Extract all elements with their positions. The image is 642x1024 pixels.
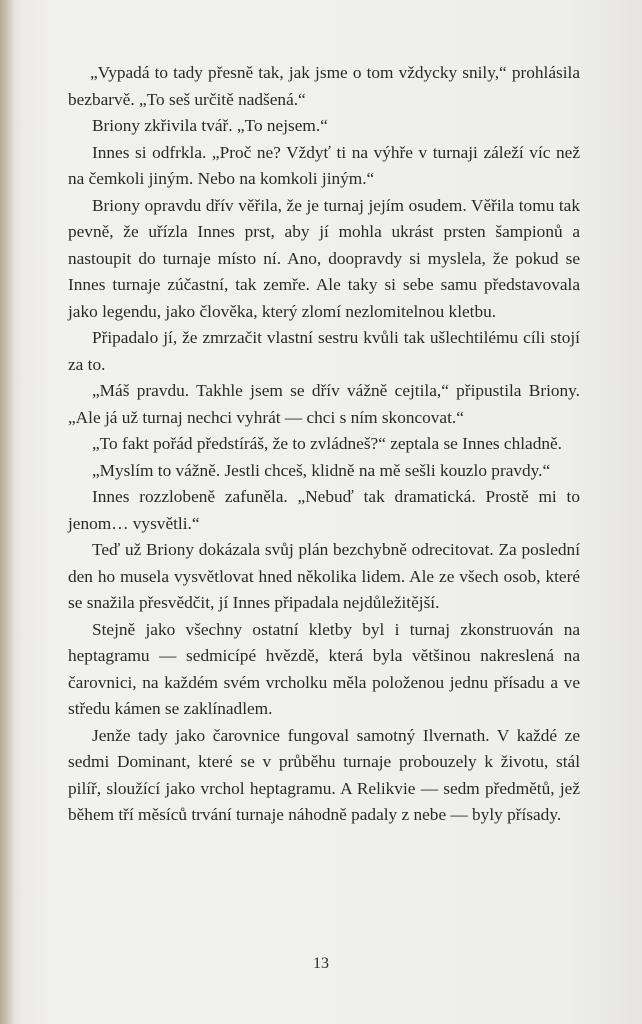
paragraph: Jenže tady jako čarovnice fungoval samotný Ilvernath. V každé ze sedmi Dominant, které se v průběhu turnaje probouzely k životu, stál pilíř, sloužící jako vrchol heptagramu. A Relikvie — sedm předmětů, jež během tří měsíců trvání turnaje náhodně padaly z nebe — byly přísady. xyxy=(68,725,580,824)
paragraph: „Vypadá to tady přesně tak, jak jsme o tom vždycky snily,“ prohlásila bezbarvě. „To seš určitě nadšená.“ xyxy=(68,63,580,109)
paragraph: Stejně jako všechny ostatní kletby byl i turnaj zkonstruován na heptagramu — sedmicípé hvězdě, která byla většinou nakreslená na čarovnici, na každém svém vrcholku měla položenou jednu přísadu a ve středu kámen se zaklínadlem. xyxy=(68,619,580,718)
page-number: 13 xyxy=(313,955,329,972)
paragraph: „Máš pravdu. Takhle jsem se dřív vážně cejtila,“ připustila Briony. „Ale já už turnaj nechci vyhrát — chci s ním skoncovat.“ xyxy=(68,381,580,427)
paragraph: Innes si odfrkla. „Proč ne? Vždyť ti na výhře v turnaji záleží víc než na čemkoli jiným. Nebo na komkoli jiným.“ xyxy=(68,142,580,188)
paragraph: Teď už Briony dokázala svůj plán bezchybně odrecitovat. Za poslední den ho musela vysvětlovat hned několika lidem. Ale ze všech osob, které se snažila přesvědčit, jí Innes připadala nejdůležitější. xyxy=(68,540,580,612)
paragraph: Briony zkřivila tvář. „To nejsem.“ xyxy=(92,116,328,135)
paragraph: Briony opravdu dřív věřila, že je turnaj jejím osudem. Věřila tomu tak pevně, že uřízla Innes prst, aby jí mohla ukrást prsten šampionů a nastoupit do turnaje místo ní. Ano, doopravdy si myslela, že pokud se Innes turnaje zúčastní, tak zemře. Ale taky si sebe samu představovala jako legendu, jako člověka, který zlomí nezlomitelnou kletbu. xyxy=(68,195,580,321)
paragraph: „Myslím to vážně. Jestli chceš, klidně na mě sešli kouzlo pravdy.“ xyxy=(92,460,551,480)
paragraph: „To fakt pořád předstíráš, že to zvládneš?“ zeptala se Innes chladně. xyxy=(92,434,562,453)
paragraph: Innes rozzlobeně zafuněla. „Nebuď tak dramatická. Prostě mi to jenom… vysvětli.“ xyxy=(68,487,580,533)
body-text xyxy=(68,60,580,829)
paragraph: Připadalo jí, že zmrzačit vlastní sestru kvůli tak ušlechtilému cíli stojí za to. xyxy=(68,328,580,374)
